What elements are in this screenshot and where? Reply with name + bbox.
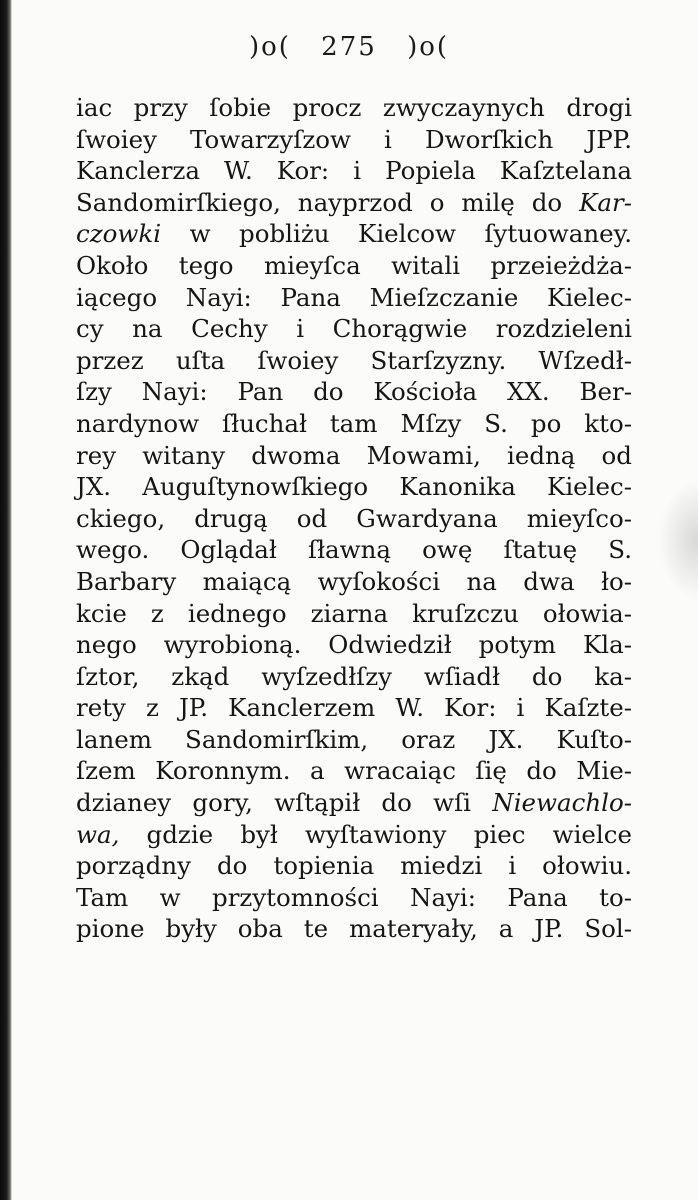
text-line — [76, 503, 632, 535]
text-line — [76, 724, 632, 756]
text-segment: nardynow ſłuchał tam Mſzy S. po kto- — [76, 408, 632, 438]
text-line — [76, 155, 632, 187]
text-line — [76, 913, 632, 945]
text-segment: ſwoiey Towarzyſzow i Dworſkich JPP. — [76, 124, 632, 154]
text-line — [76, 566, 632, 598]
text-segment: Sandomirſkiego, nayprzod o milę do — [76, 187, 580, 217]
text-segment: lanem Sandomirſkim, oraz JX. Kuſto- — [76, 724, 632, 754]
text-segment: Barbary maiącą wyſokości na dwa ło- — [76, 566, 632, 596]
text-line — [76, 124, 632, 156]
text-line — [76, 187, 632, 219]
text-segment: Około tego mieyſca witali przeieżdża- — [76, 250, 632, 280]
header-ornament-left: )o( — [248, 32, 291, 62]
text-segment: w pobliżu Kielcow ſytuowaney. — [161, 219, 632, 249]
text-line — [76, 313, 632, 345]
text-segment: przez uſta ſwoiey Starſzyzny. Wſzedł- — [76, 345, 632, 375]
text-line — [76, 92, 632, 124]
text-segment: pione były oba te materyały, a JP. Sol- — [76, 914, 632, 944]
body-text — [76, 92, 632, 945]
text-segment: rety z JP. Kanclerzem W. Kor: i Kaſzte- — [76, 693, 632, 723]
text-segment: iac przy ſobie procz zwyczaynych drogi — [76, 93, 632, 122]
text-line — [76, 850, 632, 882]
text-segment: Tam w przytomności Nayi: Pana to- — [76, 882, 632, 912]
text-line — [76, 598, 632, 630]
text-line — [76, 471, 632, 503]
text-segment: cy na Cechy i Chorągwie rozdzieleni — [76, 314, 632, 344]
text-line — [76, 882, 632, 914]
text-segment: dzianey gory, wſtąpił do wſi — [76, 788, 493, 818]
italic-text-segment: wa, — [76, 819, 120, 849]
italic-text-segment: czowki — [76, 219, 162, 249]
text-line — [76, 819, 632, 851]
paper-stain — [658, 480, 698, 600]
text-segment: kcie z iednego ziarna kruſzczu ołowia- — [76, 598, 632, 628]
text-segment: porządny do topienia miedzi i ołowiu. — [76, 851, 632, 881]
header-ornament-right: )o( — [407, 32, 450, 62]
text-line — [76, 661, 632, 693]
italic-text-segment: Kar- — [579, 187, 632, 217]
text-line — [76, 440, 632, 472]
page-number: 275 — [321, 32, 377, 62]
text-line — [76, 787, 632, 819]
text-line — [76, 376, 632, 408]
text-line — [76, 218, 632, 250]
text-segment: ſztor, zkąd wyſzedłſzy wſiadł do ka- — [76, 661, 632, 691]
text-line — [76, 282, 632, 314]
text-segment: iącego Nayi: Pana Mieſzczanie Kielec- — [76, 282, 632, 312]
page-header — [0, 32, 698, 62]
text-line — [76, 345, 632, 377]
text-line — [76, 629, 632, 661]
page-binding-edge — [0, 0, 12, 1200]
text-segment: JX. Auguſtynowſkiego Kanonika Kielec- — [76, 472, 632, 502]
italic-text-segment: Niewachlo- — [492, 788, 632, 818]
text-line — [76, 250, 632, 282]
text-segment: ſzem Koronnym. a wracaiąc ſię do Mie- — [76, 756, 632, 786]
text-segment: nego wyrobioną. Odwiedził potym Kla- — [76, 630, 632, 660]
text-line — [76, 408, 632, 440]
text-segment: Kanclerza W. Kor: i Popiela Kaſztelana — [76, 156, 632, 186]
text-segment: wego. Oglądał ſławną owę ſtatuę S. — [76, 535, 632, 565]
text-line — [76, 692, 632, 724]
text-segment: ſzy Nayi: Pan do Kościoła XX. Ber- — [76, 377, 632, 407]
text-line — [76, 534, 632, 566]
text-line — [76, 755, 632, 787]
text-segment: ckiego, drugą od Gwardyana mieyſco- — [76, 503, 632, 533]
text-segment: rey witany dwoma Mowami, iedną od — [76, 440, 632, 470]
text-segment: gdzie był wyſtawiony piec wielce — [119, 819, 632, 849]
